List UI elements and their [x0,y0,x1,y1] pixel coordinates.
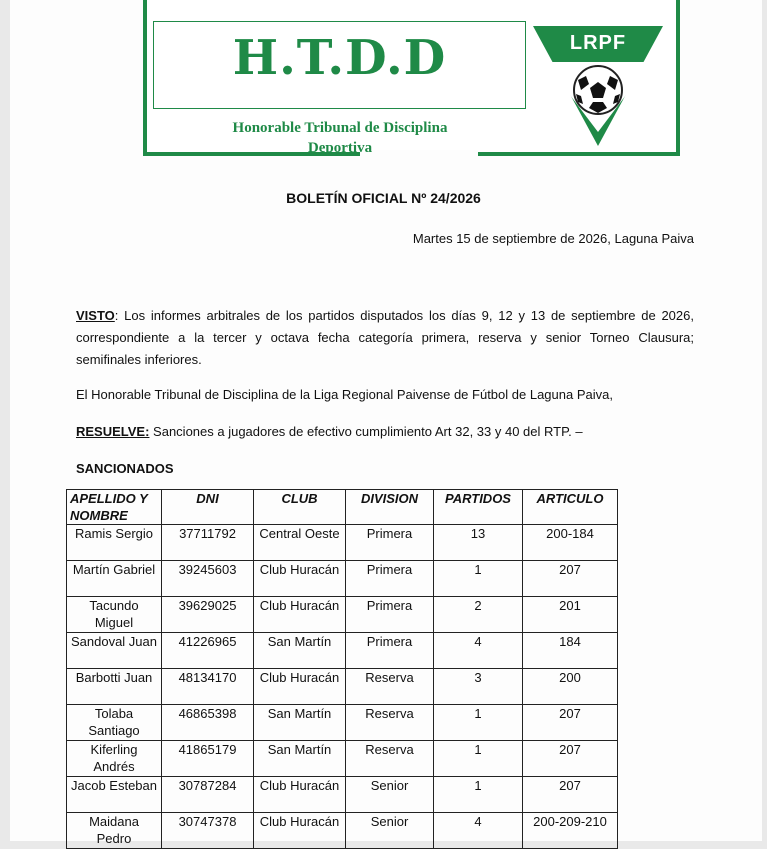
cell-dni: 30787284 [162,777,254,813]
cell-club: San Martín [254,705,346,741]
visto-label: VISTO [76,308,115,323]
cell-dni: 39245603 [162,561,254,597]
cell-club: Club Huracán [254,777,346,813]
tribunal-paragraph: El Honorable Tribunal de Disciplina de la Liga Regional Paivense de Fútbol de Laguna Paiva, [76,387,613,402]
table-row [67,705,618,741]
resuelve-text: Sanciones a jugadores de efectivo cumplimiento Art 32, 33 y 40 del RTP. – [149,424,583,439]
cell-name: Maidana Pedro [67,813,162,849]
cell-dni: 30747378 [162,813,254,849]
table-row [67,741,618,777]
cell-articulo: 200-209-210 [523,813,618,849]
visto-text: : Los informes arbitrales de los partidos disputados los días 9, 12 y 13 de septiembre de 2026, correspondiente a la tercer y octava fecha categoría primera, reserva y senior Torneo Clausura; semifinales inferiores. [76,308,694,367]
cell-partidos: 1 [434,741,523,777]
col-header-partidos: PARTIDOS [434,490,523,525]
table-row [67,561,618,597]
cell-partidos: 1 [434,561,523,597]
cell-club: Club Huracán [254,597,346,633]
cell-partidos: 2 [434,597,523,633]
cell-articulo: 184 [523,633,618,669]
table-row [67,597,618,633]
resuelve-label: RESUELVE: [76,424,150,439]
cell-division: Primera [346,633,434,669]
sanctions-table-body [67,525,618,849]
cell-dni: 37711792 [162,525,254,561]
cell-name: Jacob Esteban [67,777,162,813]
cell-club: San Martín [254,741,346,777]
cell-articulo: 207 [523,741,618,777]
table-row [67,633,618,669]
cell-articulo: 201 [523,597,618,633]
cell-articulo: 200 [523,669,618,705]
cell-dni: 46865398 [162,705,254,741]
cell-name: Tacundo Miguel [67,597,162,633]
table-header-row [67,490,618,525]
cell-name: Martín Gabriel [67,561,162,597]
table-row [67,777,618,813]
cell-articulo: 207 [523,705,618,741]
header-subtitle [190,118,490,158]
cell-division: Reserva [346,669,434,705]
cell-club: San Martín [254,633,346,669]
cell-dni: 41226965 [162,633,254,669]
cell-club: Club Huracán [254,561,346,597]
col-header-articulo: ARTICULO [523,490,618,525]
cell-name: Tolaba Santiago [67,705,162,741]
cell-partidos: 1 [434,705,523,741]
cell-articulo: 200-184 [523,525,618,561]
resuelve-paragraph [76,424,583,439]
cell-division: Senior [346,777,434,813]
cell-division: Primera [346,561,434,597]
sancionados-heading: SANCIONADOS [76,461,174,476]
cell-club: Club Huracán [254,813,346,849]
col-header-dni: DNI [162,490,254,525]
table-row [67,813,618,849]
cell-partidos: 4 [434,813,523,849]
cell-division: Primera [346,597,434,633]
cell-name: Ramis Sergio [67,525,162,561]
cell-name: Barbotti Juan [67,669,162,705]
cell-articulo: 207 [523,561,618,597]
cell-partidos: 4 [434,633,523,669]
header-subtitle-line2: Deportiva [307,140,373,156]
cell-partidos: 3 [434,669,523,705]
logo-text: LRPF [569,32,627,54]
sanctions-table [66,489,618,849]
cell-partidos: 1 [434,777,523,813]
header-acronym: H.T.D.D [232,30,447,86]
cell-name: Sandoval Juan [67,633,162,669]
cell-articulo: 207 [523,777,618,813]
bulletin-title: BOLETÍN OFICIAL Nº 24/2026 [286,190,481,206]
cell-dni: 39629025 [162,597,254,633]
cell-division: Reserva [346,741,434,777]
cell-club: Club Huracán [254,669,346,705]
table-row [67,669,618,705]
lrpf-logo [531,24,665,148]
table-row [67,525,618,561]
visto-paragraph [76,305,694,371]
bulletin-date: Martes 15 de septiembre de 2026, Laguna Paiva [412,231,694,246]
cell-club: Central Oeste [254,525,346,561]
header-subtitle-line1: Honorable Tribunal de Disciplina [232,120,448,136]
col-header-name: APELLIDO Y NOMBRE [67,490,162,525]
cell-dni: 41865179 [162,741,254,777]
col-header-division: DIVISION [346,490,434,525]
cell-division: Reserva [346,705,434,741]
col-header-club: CLUB [254,490,346,525]
cell-division: Primera [346,525,434,561]
cell-name: Kiferling Andrés [67,741,162,777]
cell-dni: 48134170 [162,669,254,705]
cell-partidos: 13 [434,525,523,561]
cell-division: Senior [346,813,434,849]
